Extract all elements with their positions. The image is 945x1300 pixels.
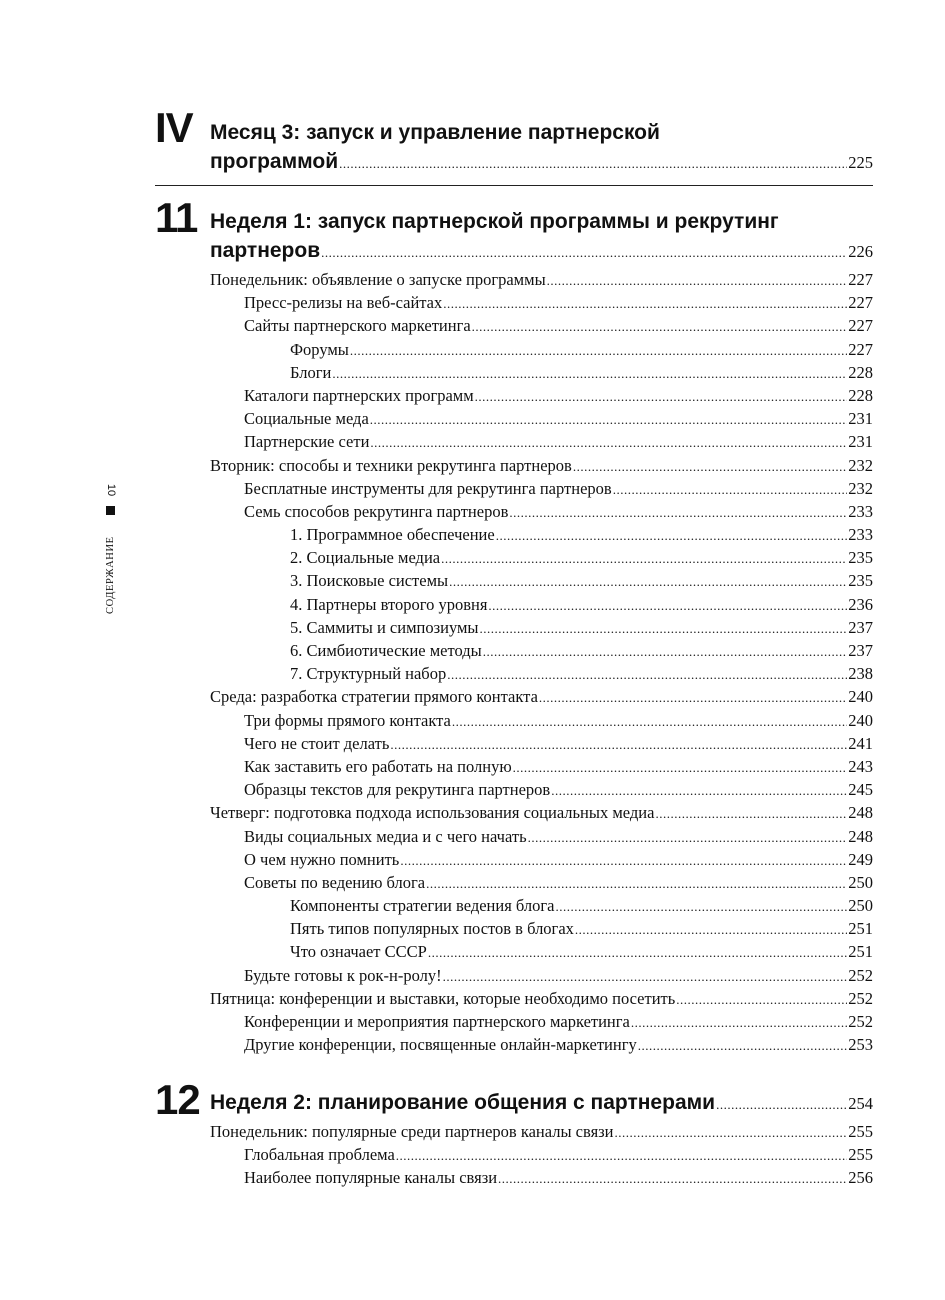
dot-leader [339,149,847,178]
toc-entry[interactable] [210,803,873,826]
dot-leader [496,528,848,544]
toc-entry[interactable] [210,641,873,664]
dot-leader [480,621,848,637]
toc-entry-title: Наиболее популярные каналы связи [244,1168,498,1188]
dot-leader [400,853,847,869]
dot-leader [613,482,848,498]
toc-entry-page: 231 [848,432,873,452]
toc-entry-page: 232 [848,455,873,475]
toc-entry-title: Три формы прямого контакта [244,710,451,730]
toc-entry[interactable] [210,896,873,919]
dot-leader [509,505,847,521]
toc-entry[interactable] [210,919,873,942]
toc-entry[interactable] [210,1168,873,1191]
toc-entry[interactable] [210,316,873,339]
toc-entry-page: 240 [848,687,873,707]
toc-entry[interactable] [210,432,873,455]
toc-entry[interactable] [210,595,873,618]
toc-entry-page: 245 [848,780,873,800]
part-title [210,118,873,178]
chapter-number: 12 [155,1076,200,1123]
dot-leader [573,459,847,475]
toc-entry-title: Понедельник: объявление о запуске программы [210,270,546,289]
dot-leader [483,644,848,660]
toc-entry-page: 228 [848,385,873,405]
chapter-number: 11 [155,194,198,241]
section-label: СОДЕРЖАНИЕ [105,536,116,614]
dot-leader [321,238,847,267]
dot-leader [575,922,847,938]
toc-entry[interactable] [210,409,873,432]
chapter-page: 254 [848,1094,873,1113]
dot-leader [441,551,847,567]
dot-leader [428,945,847,961]
toc-entry-page: 231 [848,409,873,429]
part-page: 225 [848,153,873,172]
toc-entry[interactable] [210,1122,873,1145]
toc-entry-title: Другие конференции, посвященные онлайн-маркетингу [244,1035,637,1055]
toc-entry-page: 251 [848,919,873,939]
toc-entry-page: 243 [848,756,873,776]
toc-entry-page: 227 [848,339,873,359]
toc-entry-page: 233 [848,501,873,521]
dot-leader [447,667,847,683]
toc-entry-title: Партнерские сети [244,432,370,452]
toc-entry-title: Понедельник: популярные среди партнеров каналы связи [210,1122,614,1141]
toc-entry-page: 228 [848,362,873,382]
dot-leader [513,760,848,776]
toc-entry[interactable] [210,664,873,687]
dot-leader [676,992,847,1008]
dot-leader [528,830,848,846]
toc-entry-title: 3. Поисковые системы [290,571,449,591]
toc-entry[interactable] [210,293,873,316]
toc-entry-title: О чем нужно помнить [244,849,400,869]
toc-entry-page: 235 [848,548,873,568]
dot-leader [472,319,848,335]
running-sidebar [98,484,124,624]
dot-leader [655,806,847,822]
toc-entry[interactable] [210,1035,873,1058]
toc-entry[interactable] [210,966,873,989]
toc-entry-page: 252 [848,1012,873,1031]
chapter-title-line1: Неделя 1: запуск партнерской программы и рекрутинг [210,210,779,233]
toc-entry-page: 251 [848,942,873,962]
toc-entry[interactable] [210,571,873,594]
toc-entry-page: 249 [848,849,873,869]
toc-entry-page: 235 [848,571,873,591]
toc-entry-page: 248 [848,826,873,846]
toc-entry[interactable] [210,618,873,641]
dot-leader [443,969,848,985]
toc-entry-title: Каталоги партнерских программ [244,385,474,405]
toc-entry-page: 255 [848,1122,873,1141]
chapter-11-toc [210,270,873,1058]
toc-entry-page: 253 [848,1035,873,1055]
toc-entry-page: 233 [848,525,873,545]
toc-entry-title: Среда: разработка стратегии прямого контакта [210,687,538,707]
toc-entry[interactable] [210,850,873,873]
toc-entry-title: Форумы [290,339,349,359]
toc-entry-title: Компоненты стратегии ведения блога [290,896,555,916]
dot-leader [475,389,848,405]
toc-entry-title: Советы по ведению блога [244,872,426,892]
toc-entry-title: Семь способов рекрутинга партнеров [244,501,509,521]
toc-entry[interactable] [210,548,873,571]
toc-entry-title: Пятница: конференции и выставки, которые необходимо посетить [210,988,676,1008]
dot-leader [350,343,847,359]
toc-entry-title: Блоги [290,362,332,382]
chapter-title-line1: Неделя 2: планирование общения с партнерами [210,1091,716,1114]
toc-entry-title: Что означает СССР [290,942,427,962]
toc-entry-page: 241 [848,733,873,753]
toc-entry-page: 255 [848,1145,873,1165]
dot-leader [426,876,847,892]
toc-entry-title: Чего не стоит делать [244,733,390,753]
toc-entry-title: Социальные меда [244,409,369,429]
toc-entry[interactable] [210,386,873,409]
toc-entry[interactable] [210,711,873,734]
part-title-line1: Месяц 3: запуск и управление партнерской [210,121,660,144]
dot-leader [332,366,847,382]
toc-entry-title: Пресс-релизы на веб-сайтах [244,293,443,313]
dot-leader [638,1038,848,1054]
toc-entry-title: Виды социальных медиа и с чего начать [244,826,527,846]
toc-entry-page: 250 [848,896,873,916]
toc-entry-page: 236 [848,594,873,614]
toc-entry[interactable] [210,757,873,780]
toc-entry-page: 238 [848,664,873,684]
dot-leader [555,899,847,915]
dot-leader [390,737,847,753]
toc-entry[interactable] [210,734,873,757]
toc-entry-title: Глобальная проблема [244,1145,395,1165]
dot-leader [631,1015,847,1031]
toc-entry-title: 6. Симбиотические методы [290,641,482,660]
toc-entry-title: 5. Саммиты и симпозиумы [290,617,479,637]
toc-entry-page: 227 [848,316,873,336]
toc-entry-title: Пять типов популярных постов в блогах [290,919,574,939]
dot-leader [396,1148,847,1164]
toc-entry[interactable] [210,456,873,479]
toc-entry-title: Четверг: подготовка подхода использования социальных медиа [210,803,655,823]
toc-entry[interactable] [210,340,873,363]
toc-entry-title: 1. Программное обеспечение [290,525,495,545]
dot-leader [449,574,847,590]
dot-leader [370,412,847,428]
toc-entry-title: 7. Структурный набор [290,664,447,684]
toc-entry-title: Образцы текстов для рекрутинга партнеров [244,780,551,800]
toc-entry-title: Будьте готовы к рок-н-ролу! [244,965,442,985]
toc-entry[interactable] [210,687,873,710]
toc-entry-page: 250 [848,872,873,892]
dot-leader [443,296,847,312]
divider [155,185,873,186]
dot-leader [716,1090,847,1119]
toc-entry[interactable] [210,270,873,293]
toc-entry-page: 237 [848,641,873,660]
dot-leader [498,1171,847,1187]
toc-entry-page: 237 [848,617,873,637]
toc-entry-page: 252 [848,965,873,985]
toc-entry-page: 227 [848,270,873,289]
toc-entry[interactable] [210,502,873,525]
page-number: 10 [105,483,117,497]
toc-entry-title: 4. Партнеры второго уровня [290,594,488,614]
dot-leader [370,435,847,451]
dot-leader [452,714,847,730]
square-bullet-icon [106,506,115,515]
toc-entry-page: 256 [848,1168,873,1188]
dot-leader [615,1125,848,1141]
toc-entry-page: 240 [848,710,873,730]
toc-entry-title: Конференции и мероприятия партнерского маркетинга [244,1012,630,1031]
part-number: IV [155,104,193,151]
chapter-title-line2: партнеров [210,239,321,262]
chapter-title [210,207,873,267]
toc-entry[interactable] [210,363,873,386]
toc-entry[interactable] [210,873,873,896]
toc-entry[interactable] [210,1012,873,1035]
toc-entry-title: Сайты партнерского маркетинга [244,316,471,336]
toc-entry[interactable] [210,942,873,965]
toc-entry-title: 2. Социальные медиа [290,548,441,568]
toc-entry[interactable] [210,525,873,548]
toc-entry-page: 252 [848,988,873,1008]
toc-entry-title: Вторник: способы и техники рекрутинга партнеров [210,455,572,475]
dot-leader [488,598,847,614]
toc-entry[interactable] [210,1145,873,1168]
dot-leader [551,783,847,799]
dot-leader [539,690,847,706]
toc-entry-title: Как заставить его работать на полную [244,756,512,776]
toc-entry[interactable] [210,989,873,1012]
dot-leader [547,273,848,289]
toc-entry-page: 227 [848,293,873,313]
toc-entry[interactable] [210,780,873,803]
chapter-12-toc [210,1122,873,1192]
toc-entry[interactable] [210,827,873,850]
chapter-page: 226 [848,242,873,261]
toc-entry-title: Бесплатные инструменты для рекрутинга партнеров [244,478,612,498]
part-title-line2: программой [210,150,339,173]
chapter-title [210,1088,873,1119]
toc-entry-page: 232 [848,478,873,498]
toc-entry[interactable] [210,479,873,502]
toc-entry-page: 248 [848,803,873,823]
